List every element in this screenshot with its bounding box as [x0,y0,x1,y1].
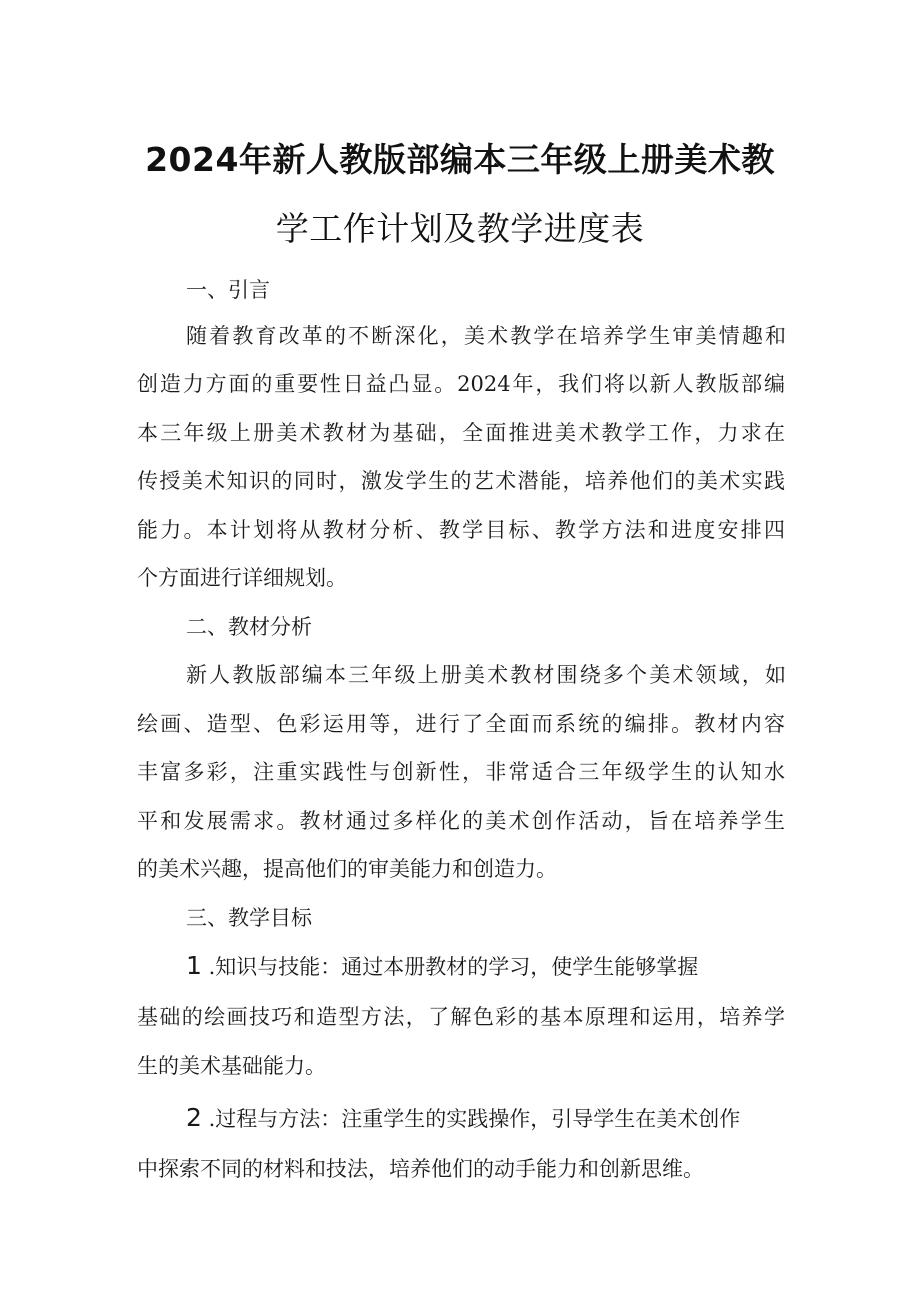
paragraph-line: 的美术兴趣，提高他们的审美能力和创造力。 [137,857,557,881]
paragraph-line: 传授美术知识的同时，激发学生的艺术潜能，培养他们的美术实践 [137,469,785,493]
paragraph-line: 平和发展需求。教材通过多样化的美术创作活动，旨在培养学生 [137,809,785,833]
paragraph-line: 个方面进行详细规划。 [137,566,347,590]
paragraph-line: 基础的绘画技巧和造型方法，了解色彩的基本原理和运用，培养学 [137,1005,785,1029]
paragraph-line: 绘画、造型、色彩运用等，进行了全面而系统的编排。教材内容 [137,712,785,736]
paragraph-line: 生的美术基础能力。 [137,1054,326,1078]
goal-item-1-number: 1 [186,951,202,980]
section-heading-intro: 一、引言 [186,278,270,302]
section-heading-materials: 二、教材分析 [186,615,312,639]
paragraph-line: 随着教育改革的不断深化，美术教学在培养学生审美情趣和 [186,324,786,348]
goal-item-1-text: .知识与技能：通过本册教材的学习，使学生能够掌握 [208,955,699,979]
goal-item-2-number: 2 [186,1103,202,1132]
goal-item-2-text: .过程与方法：注重学生的实践操作，引导学生在美术创作 [208,1107,741,1131]
document-title-line-1: 2024年新人教版部编本三年级上册美术教 [145,140,775,179]
section-heading-goals: 三、教学目标 [186,906,312,930]
goal-item-2-first-line [186,1104,786,1133]
paragraph-line: 创造力方面的重要性日益凸显。2024年，我们将以新人教版部编 [137,372,785,396]
document-title-line-2: 学工作计划及教学进度表 [275,209,645,248]
goal-item-1-first-line [186,952,698,981]
paragraph-line: 本三年级上册美术教材为基础，全面推进美术教学工作，力求在 [137,421,785,445]
paragraph-line: 丰富多彩，注重实践性与创新性，非常适合三年级学生的认知水 [137,760,785,784]
paragraph-line: 能力。本计划将从教材分析、教学目标、教学方法和进度安排四 [137,518,785,542]
paragraph-line: 新人教版部编本三年级上册美术教材围绕多个美术领域，如 [186,663,786,687]
paragraph-line: 中探索不同的材料和技法，培养他们的动手能力和创新思维。 [137,1157,704,1181]
